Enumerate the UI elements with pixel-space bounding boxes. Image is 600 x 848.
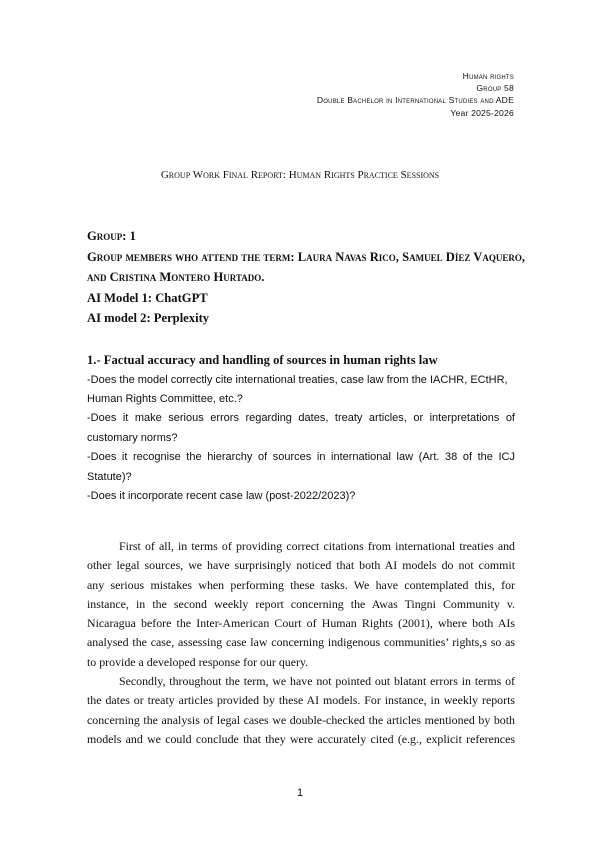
question-2-line-2: customary norms? — [87, 431, 178, 444]
header-degree: Double Bachelor in International Studies and ADE — [316, 95, 514, 106]
question-list — [87, 371, 515, 507]
header-group: Group 58 — [476, 83, 514, 94]
group-info — [87, 226, 526, 329]
paragraph-1-line-5: Nicaragua before the Inter-American Court of Human Rights (2001), where both AIs — [87, 616, 515, 631]
group-members-line2: and Cristina Montero Hurtado. — [87, 270, 265, 284]
question-4: -Does it incorporate recent case law (post-2022/2023)? — [87, 489, 356, 502]
ai-model-1: AI Model 1: ChatGPT — [87, 290, 208, 305]
paragraph-1-line-7: to provide a developed response for our query. — [87, 654, 309, 669]
group-label: Group: 1 — [87, 229, 136, 243]
body-text — [87, 537, 515, 749]
paragraph-2-line-1: Secondly, throughout the term, we have not pointed out blatant errors in terms of — [119, 674, 515, 689]
question-2-line-1: -Does it make serious errors regarding dates, treaty articles, or interpretations of — [87, 412, 515, 425]
section-1 — [87, 351, 515, 506]
paragraph-2-line-3: concerning the analysis of legal cases we double-checked the articles mentioned by both — [87, 712, 515, 727]
question-3-line-2: Statute)? — [87, 470, 132, 483]
page-number: 1 — [296, 787, 304, 799]
document-header — [317, 70, 514, 119]
ai-model-2: AI model 2: Perplexity — [87, 311, 210, 325]
paragraph-1-line-4: instance, in the second weekly report concerning the Awas Tingni Community v. — [87, 596, 515, 611]
paragraph-1-line-2: other legal sources, we have surprisingly noticed that both AI models do not commit — [87, 558, 515, 573]
header-year: Year 2025-2026 — [450, 107, 514, 118]
paragraph-1-line-3: any serious mistakes when performing these tasks. We have contemplated this, for — [87, 577, 515, 592]
header-course: Human rights — [462, 71, 514, 81]
paragraph-2-line-4: models and we could conclude that they were accurately cited (e.g., explicit references — [87, 731, 515, 746]
section-heading: 1.- Factual accuracy and handling of sources in human rights law — [87, 353, 438, 367]
paragraph-1-line-6: analysed the case, assessing case law concerning indigenous communities’ rights,s so as — [87, 635, 515, 650]
report-title: Group Work Final Report: Human Rights Practice Sessions — [160, 169, 440, 181]
paragraph-2-line-2: the dates or treaty articles provided by these AI models. For instance, in weekly reports — [87, 693, 515, 708]
question-1-line-1: -Does the model correctly cite international treaties, case law from the IACHR, ECtHR, — [87, 373, 508, 386]
question-1-line-2: Human Rights Committee, etc.? — [87, 392, 243, 405]
paragraph-1-line-1: First of all, in terms of providing correct citations from international treaties and — [119, 539, 515, 553]
group-members-line1: Group members who attend the term: Laura Navas Rico, Samuel Díez Vaquero, — [87, 249, 526, 264]
question-3-line-1: -Does it recognise the hierarchy of sources in international law (Art. 38 of the ICJ — [87, 451, 515, 464]
